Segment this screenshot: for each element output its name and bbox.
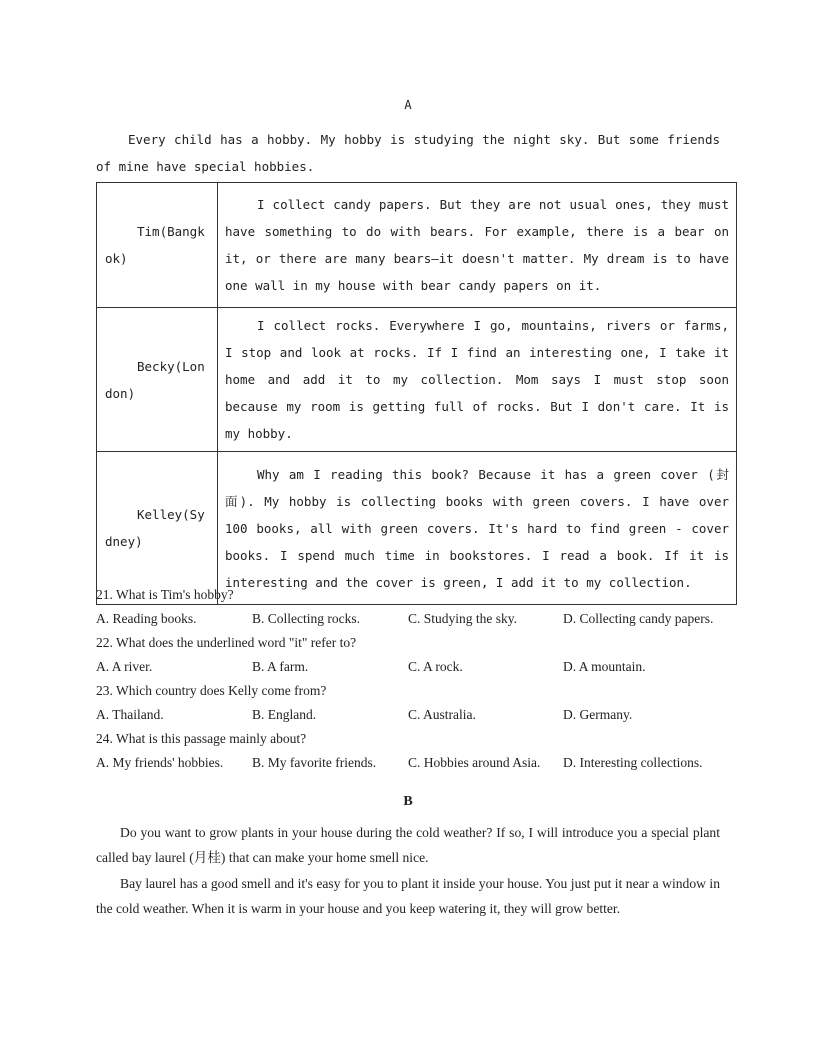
question-text: 23. Which country does Kelly come from? bbox=[96, 683, 327, 698]
option-c[interactable]: C. A rock. bbox=[408, 659, 463, 674]
table-row bbox=[97, 452, 737, 605]
hobby-text: Why am I reading this book? Because it has a green cover (封面). My hobby is collecting books with green covers. I have over 100 books, all with green covers. It's hard to find green - cover books. I spend much time in bookstores. I read a book. If it is interesting and the cover is green, I add it to my collection. bbox=[225, 466, 729, 590]
intro-text: Every child has a hobby. My hobby is studying the night sky. But some friends of mine have special hobbies. bbox=[96, 132, 720, 174]
answer-options bbox=[96, 703, 736, 727]
hobby-text-cell bbox=[218, 308, 737, 452]
hobby-text-cell bbox=[218, 183, 737, 308]
section-b-title: B bbox=[403, 794, 413, 809]
table-row bbox=[97, 308, 737, 452]
friend-name-cell bbox=[97, 308, 218, 452]
option-c[interactable]: C. Hobbies around Asia. bbox=[408, 755, 541, 770]
answer-options bbox=[96, 751, 736, 775]
hobby-table bbox=[96, 182, 737, 605]
section-a-title: A bbox=[404, 98, 412, 112]
hobby-text: I collect candy papers. But they are not usual ones, they must have something to do with bears. For example, there is a bear on it, or there are many bears—it doesn't matter. My dream is to have one wall in my house with bear candy papers on it. bbox=[225, 197, 729, 293]
question-list bbox=[96, 583, 736, 775]
friend-name: Tim(Bangkok) bbox=[105, 224, 205, 266]
friend-name: Becky(London) bbox=[105, 358, 205, 401]
table-row bbox=[97, 183, 737, 308]
friend-name-cell bbox=[97, 452, 218, 605]
option-d[interactable]: D. Germany. bbox=[563, 707, 633, 722]
option-d[interactable]: D. Collecting candy papers. bbox=[563, 611, 714, 626]
section-b-paragraph bbox=[96, 871, 720, 921]
paragraph-text: Bay laurel has a good smell and it's easy for you to plant it inside your house. You just put it near a window in the cold weather. When it is warm in your house and you keep watering it, they will grow better. bbox=[96, 876, 720, 916]
option-b[interactable]: B. A farm. bbox=[252, 659, 309, 674]
option-a[interactable]: A. My friends' hobbies. bbox=[96, 755, 224, 770]
option-b[interactable]: B. Collecting rocks. bbox=[252, 611, 360, 626]
hobby-text: I collect rocks. Everywhere I go, mountains, rivers or farms, I stop and look at rocks. If I find an interesting one, I take it home and add it to my collection. Mom says I must stop soon because my room is getting full of rocks. But I don't care. It is my hobby. bbox=[225, 318, 729, 441]
question-text: 22. What does the underlined word "it" refer to? bbox=[96, 635, 357, 650]
question-text: 21. What is Tim's hobby? bbox=[96, 587, 234, 602]
answer-options bbox=[96, 607, 736, 631]
option-d[interactable]: D. A mountain. bbox=[563, 659, 646, 674]
option-c[interactable]: C. Studying the sky. bbox=[408, 611, 518, 626]
paragraph-text: Do you want to grow plants in your house during the cold weather? If so, I will introduce you a special plant called bay laurel (月桂) that can make your home smell nice. bbox=[96, 825, 720, 865]
friend-name: Kelley(Sydney) bbox=[105, 507, 205, 549]
option-b[interactable]: B. My favorite friends. bbox=[252, 755, 377, 770]
answer-options bbox=[96, 655, 736, 679]
friend-name-cell bbox=[97, 183, 218, 308]
option-a[interactable]: A. A river. bbox=[96, 659, 153, 674]
option-c[interactable]: C. Australia. bbox=[408, 707, 476, 722]
section-b-paragraph bbox=[96, 820, 720, 870]
section-a-intro bbox=[96, 126, 720, 180]
option-a[interactable]: A. Thailand. bbox=[96, 707, 164, 722]
option-d[interactable]: D. Interesting collections. bbox=[563, 755, 703, 770]
option-b[interactable]: B. England. bbox=[252, 707, 317, 722]
option-a[interactable]: A. Reading books. bbox=[96, 611, 197, 626]
question-text: 24. What is this passage mainly about? bbox=[96, 731, 307, 746]
hobby-text-cell bbox=[218, 452, 737, 605]
